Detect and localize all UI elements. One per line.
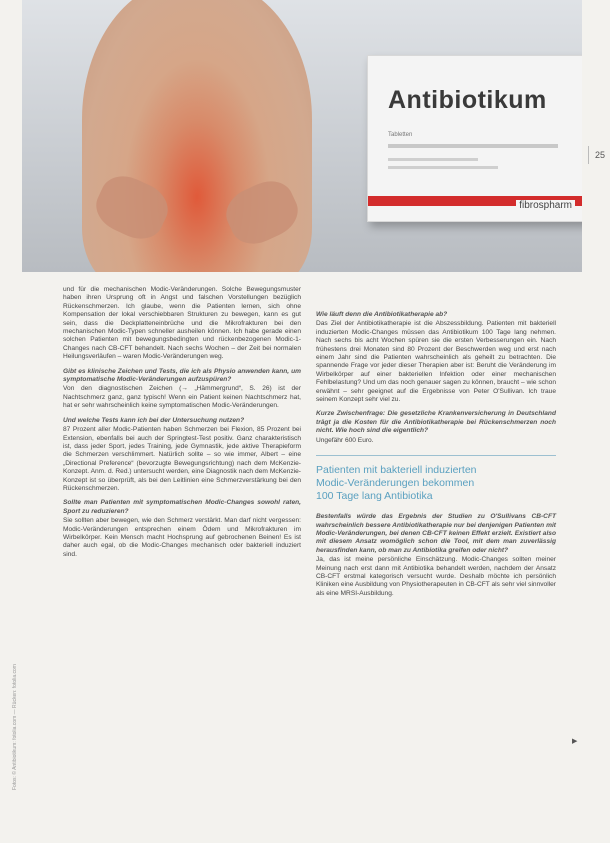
interview-question: Sollte man Patienten mit symptomatischen Modic-Changes sowohl raten, Sport zu reduzieren? xyxy=(63,499,301,515)
pull-quote xyxy=(316,455,556,503)
package-maker: fibrospharm xyxy=(516,200,575,211)
photo-credit xyxy=(12,560,24,790)
hero-image xyxy=(22,0,582,272)
interview-question: Und welche Tests kann ich bei der Untersuchung nutzen? xyxy=(63,416,245,424)
body-paragraph: 87 Prozent aller Modic-Patienten haben Schmerzen bei Flexion, 85 Prozent bei Extension, ebenfalls bei auch der Springtest-Test positiv. Ganz charakteristisch ist, dass jeder Sport, jedes Training, jede Gymnastik, jede aktive Therapieform die Schmerzen verschlimmert. Natürlich sollte – so wie immer, Albert – eine „Directional Preference“ (bevorzugte Bewegungsrichtung) nach dem McKenzie-Konzept. Anm. d. Red.) untersucht werden, eine Diagnostik nach dem McKenzie-Konzept ist so überprüft, als bei den Leitlinien eine Schmerzverstärkung bei den Rückenschmerzen. xyxy=(63,426,301,492)
interview-question: Bestenfalls würde das Ergebnis der Studien zu O'Sullivans CB-CFT wahrscheinlich bessere Antibiotikatherapie nur bei denjenigen Patienten mit Modic-Veränderungen, bei denen CB-CFT keinen Effekt erzielt. Existiert also mit diesem Ansatz womöglich schon die Tool, mit dem man zuverlässig herausfinden kann, ob man zu Antibiotika greifen oder nicht? xyxy=(316,513,556,554)
body-paragraph: Ungefähr 600 Euro. xyxy=(316,436,374,444)
right-column xyxy=(316,311,556,604)
pull-quote-line: Modic-Veränderungen bekommen xyxy=(316,477,475,490)
package-subtitle: Tabletten xyxy=(388,132,413,138)
body-paragraph: Sie sollten aber bewegen, wie den Schmerz verstärkt. Man darf nicht vergessen: Modic-Veränderungen entsprechen einem Ödem und Mikrofrakturen im Wirbelkörper. Kein Mensch macht Hochsprung auf gebrochenen Beinen! Es ist daher auch egal, ob die Modic-Changes mechanisch oder bakteriell induziert sind. xyxy=(63,517,301,558)
pull-quote-line: Patienten mit bakteriell induzierten xyxy=(316,464,477,477)
antibiotic-package xyxy=(367,55,582,222)
pull-quote-line: 100 Tage lang Antibiotika xyxy=(316,490,433,503)
body-paragraph: Ja, das ist meine persönliche Einschätzung. Modic-Changes sollten meiner Meinung nach erst dann mit Antibiotika behandelt werden, nachdem der Ansatz CB-CFT erstmal kategorisch versucht wurde. Deshalb möchte ich persönlich Kliniken eine Ausbildung von Physiotherapeuten in CB-CFT als sehr viel sinnvoller als eine MRSI-Ausbildung. xyxy=(316,556,556,597)
page-number: 25 xyxy=(588,146,610,164)
interview-question: Wie läuft denn die Antibiotikatherapie ab? xyxy=(316,311,448,318)
left-column xyxy=(63,286,301,565)
body-paragraph: Von den diagnostischen Zeichen (→ „Hämmergrund“, S. 26) ist der Nachtschmerz ganz, ganz typisch! Wenn ein Patient keinen Nachtschmerz hat, hat er sehr wahrscheinlich keine symptomatischen Modic-Veränderungen. xyxy=(63,385,301,410)
photo-credit-text: Fotos: © Antibiotikum: fotolia.com — Rücken: fotolia.com xyxy=(12,664,18,790)
package-text-line xyxy=(388,158,478,161)
body-paragraph: Das Ziel der Antibiotikatherapie ist die Abszessbildung. Patienten mit bakteriell induzierten Modic-Changes müssen das Antibiotikum 100 Tage lang nehmen. Nach sechs bis acht Wochen spüren sie die ersten Verbesserungen ein. Nach frühestens drei Monaten sind 80 Prozent der Beschwerden weg und erst nach einem Jahr sind die Patienten wahrscheinlich als geheilt zu betrachten. Die spannende Frage vor jeder dieser Therapien aber ist: Beruht die Veränderung im Wirbelkörper auf einer bakteriellen Infektion oder einer mechanischen Fehlbelastung? Und um das noch genauer sagen zu können, braucht – wie schon erwähnt – sehr geeignet auf die Ergebnisse von Peter O'Sullivan. Ich traue seinem Konzept sehr viel zu. xyxy=(316,320,556,404)
package-text-line xyxy=(388,166,498,169)
interview-question: Kurze Zwischenfrage: Die gesetzliche Krankenversicherung in Deutschland trägt ja die Kosten für die Antibiotikatherapie bei Rückenschmerzen noch nicht. Wie hoch sind die eigentlich? xyxy=(316,410,556,435)
continue-arrow-icon: ▶ xyxy=(572,738,578,745)
body-paragraph: und für die mechanischen Modic-Veränderungen. Solche Bewegungsmuster haben ihren Ursprung oft in Angst und falschen Vorstellungen bezüglich Rückenschmerzen. Ich glaube, wenn die Patienten lernen, sich ohne Kompensation der lokal verschiebbaren Strukturen zu bewegen, kann es gut sein, dass die Deckplatteneinbrüche und die Mikrofrakturen bei den mechanischen Modic-Typen schneller ausheilen können. Ich habe gerade einen solchen Patienten mit bewegungsbedingten und rückenbezogenen Modic-1-Changes nach CB-CFT behandelt. Nach sechs Wochen – der Zeit bei normalen Heilungsverläufen – waren Modic-Veränderungen weg. xyxy=(63,286,301,361)
interview-question: Gibt es klinische Zeichen und Tests, die ich als Physio anwenden kann, um symptomatische Modic-Veränderungen aufzuspüren? xyxy=(63,367,301,384)
package-text-line xyxy=(388,144,558,148)
package-title: Antibiotikum xyxy=(388,86,547,114)
